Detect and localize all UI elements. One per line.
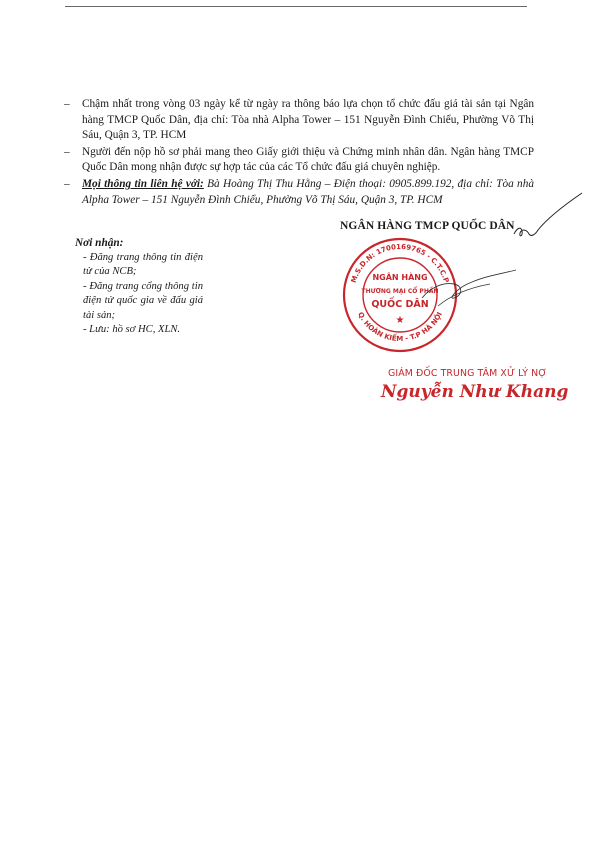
bullet-deadline (64, 97, 534, 144)
instruction-list (64, 97, 534, 209)
bullet-contact (64, 177, 534, 208)
seal-line-1: NGÂN HÀNG (372, 273, 428, 282)
bullet-dash: – (64, 98, 70, 110)
seal-ring-text: M.S.D.N: 1700169765 - C.T.C.P (349, 242, 451, 284)
contact-text: Bà Hoàng Thị Thu Hằng – Điện thoại: 0905.899.192, địa chỉ: Tòa nhà Alpha Tower – 151 Nguyễn Đình Chiểu, Phường Võ Thị Sáu, Quận 3, TP. HCM (82, 177, 534, 206)
bullet-documents (64, 145, 534, 176)
seal-line-3: QUỐC DÂN (371, 299, 429, 310)
bullet-text: Người đến nộp hồ sơ phải mang theo Giấy giới thiệu và Chứng minh nhân dân. Ngân hàng TMCP Quốc Dân mong nhận được sự hợp tác của các Tổ chức đấu giá chuyên nghiệp. (82, 145, 534, 174)
signature (420, 262, 520, 317)
bullet-text: Chậm nhất trong vòng 03 ngày kể từ ngày ra thông báo lựa chọn tổ chức đấu giá tài sản tại Ngân hàng TMCP Quốc Dân, địa chỉ: Tòa nhà Alpha Tower – 151 Nguyễn Đình Chiểu, Phường Võ Thị Sáu, Quận 3, TP. HCM (82, 98, 534, 142)
recipient-item: - Đăng trang thông tin điện tử của NCB; (83, 252, 203, 278)
bullet-dash: – (64, 177, 70, 190)
recipients-block (75, 236, 203, 337)
recipients-title: Nơi nhận: (75, 237, 124, 249)
initial-signature-mark (508, 190, 588, 245)
recipient-item: - Lưu: hồ sơ HC, XLN. (83, 324, 181, 336)
signer-name: Nguyễn Như Khang (381, 382, 569, 402)
top-divider (65, 6, 527, 7)
seal-ring-bottom-text: Q. HOÀN KIẾM - T.P HÀ NỘI (356, 310, 444, 344)
signer-title: GIÁM ĐỐC TRUNG TÂM XỬ LÝ NỢ (388, 368, 547, 379)
seal-line-2: THƯƠNG MẠI CỔ PHẦN (361, 288, 439, 295)
bullet-dash: – (64, 145, 70, 158)
recipient-item: - Đăng trang cổng thông tin điện tử quốc gia về đấu giá tài sản; (83, 280, 203, 321)
recipients-list (75, 251, 203, 337)
star-icon: ★ (395, 315, 405, 326)
contact-label: Mọi thông tin liên hệ với: (82, 177, 204, 190)
bank-name-heading: NGÂN HÀNG TMCP QUỐC DÂN (340, 220, 515, 232)
